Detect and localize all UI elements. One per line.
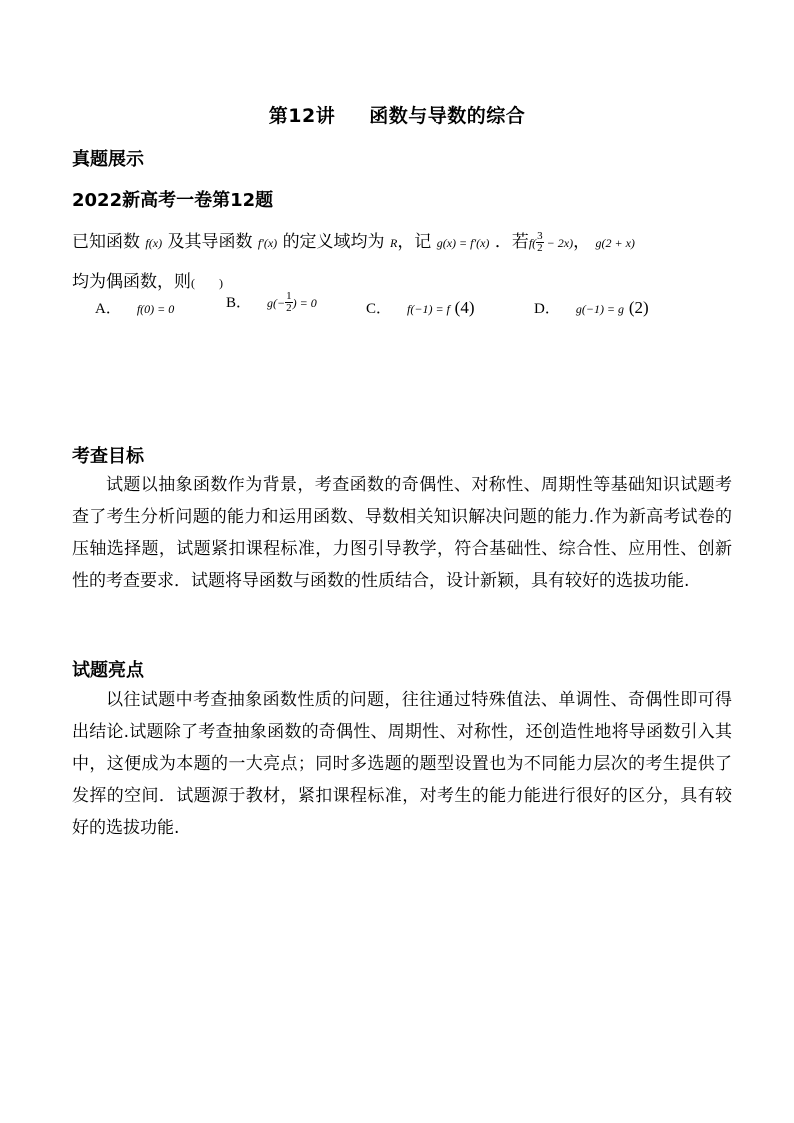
lesson-topic: 函数与导数的综合 [369, 105, 526, 127]
answer-paren: ( ) [191, 276, 223, 290]
math-fprime: f′(x) [257, 236, 278, 250]
option-a: A． f(0) = 0 [95, 301, 175, 317]
lesson-number: 第12讲 [268, 105, 336, 127]
math-fx: f(x) [145, 236, 163, 250]
problem-statement-line1: 已知函数 f(x) 及其导函数 f′(x) 的定义域均为 R，记 g(x) = f′(x) ．若f( $\frac{3}{2}$ − 2x)， g(2 + x) [72, 229, 635, 254]
option-b: B． g(− $\frac{1}{2}$ ) = 0 [226, 290, 317, 314]
problem-statement-line2: 均为偶函数，则( ) [72, 272, 223, 292]
section-heading-real-questions: 真题展示 [72, 149, 144, 170]
option-d: D． g(−1) = g (2) [534, 298, 649, 317]
section-heading-highlight: 试题亮点 [72, 660, 144, 681]
fraction-3-2: $\frac{3}{2}$ [537, 229, 543, 254]
math-R: R [389, 236, 398, 250]
highlight-paragraph: 以往试题中考查抽象函数性质的问题，往往通过特殊值法、单调性、奇偶性即可得出结论.试题除了考查抽象函数的奇偶性、周期性、对称性，还创造性地将导函数引入其中，这便成为本题的一大亮点；同时多选题的题型设置也为不同能力层次的考生提供了发挥的空间．试题源于教材，紧扣课程标准，对考生的能力能进行很好的区分，具有较好的选拔功能. [72, 690, 732, 838]
section-heading-goal: 考查目标 [72, 446, 144, 467]
math-g2x: g(2 + x) [595, 236, 635, 250]
lesson-title [0, 101, 794, 128]
math-g-def: g(x) = f′(x) [436, 236, 490, 250]
goal-paragraph: 试题以抽象函数作为背景，考查函数的奇偶性、对称性、周期性等基础知识试题考查了考生分析问题的能力和运用函数、导数相关知识解决问题的能力.作为新高考试卷的压轴选择题，试题紧扣课程标准，力图引导教学，符合基础性、综合性、应用性、创新性的考查要求．试题将导函数与函数的性质结合，设计新颖，具有较好的选拔功能. [72, 475, 732, 591]
fraction-1-2: $\frac{1}{2}$ [286, 290, 292, 314]
option-c: C． f(−1) = f (4) [366, 298, 475, 317]
problem-source: 2022新高考一卷第12题 [72, 190, 274, 211]
